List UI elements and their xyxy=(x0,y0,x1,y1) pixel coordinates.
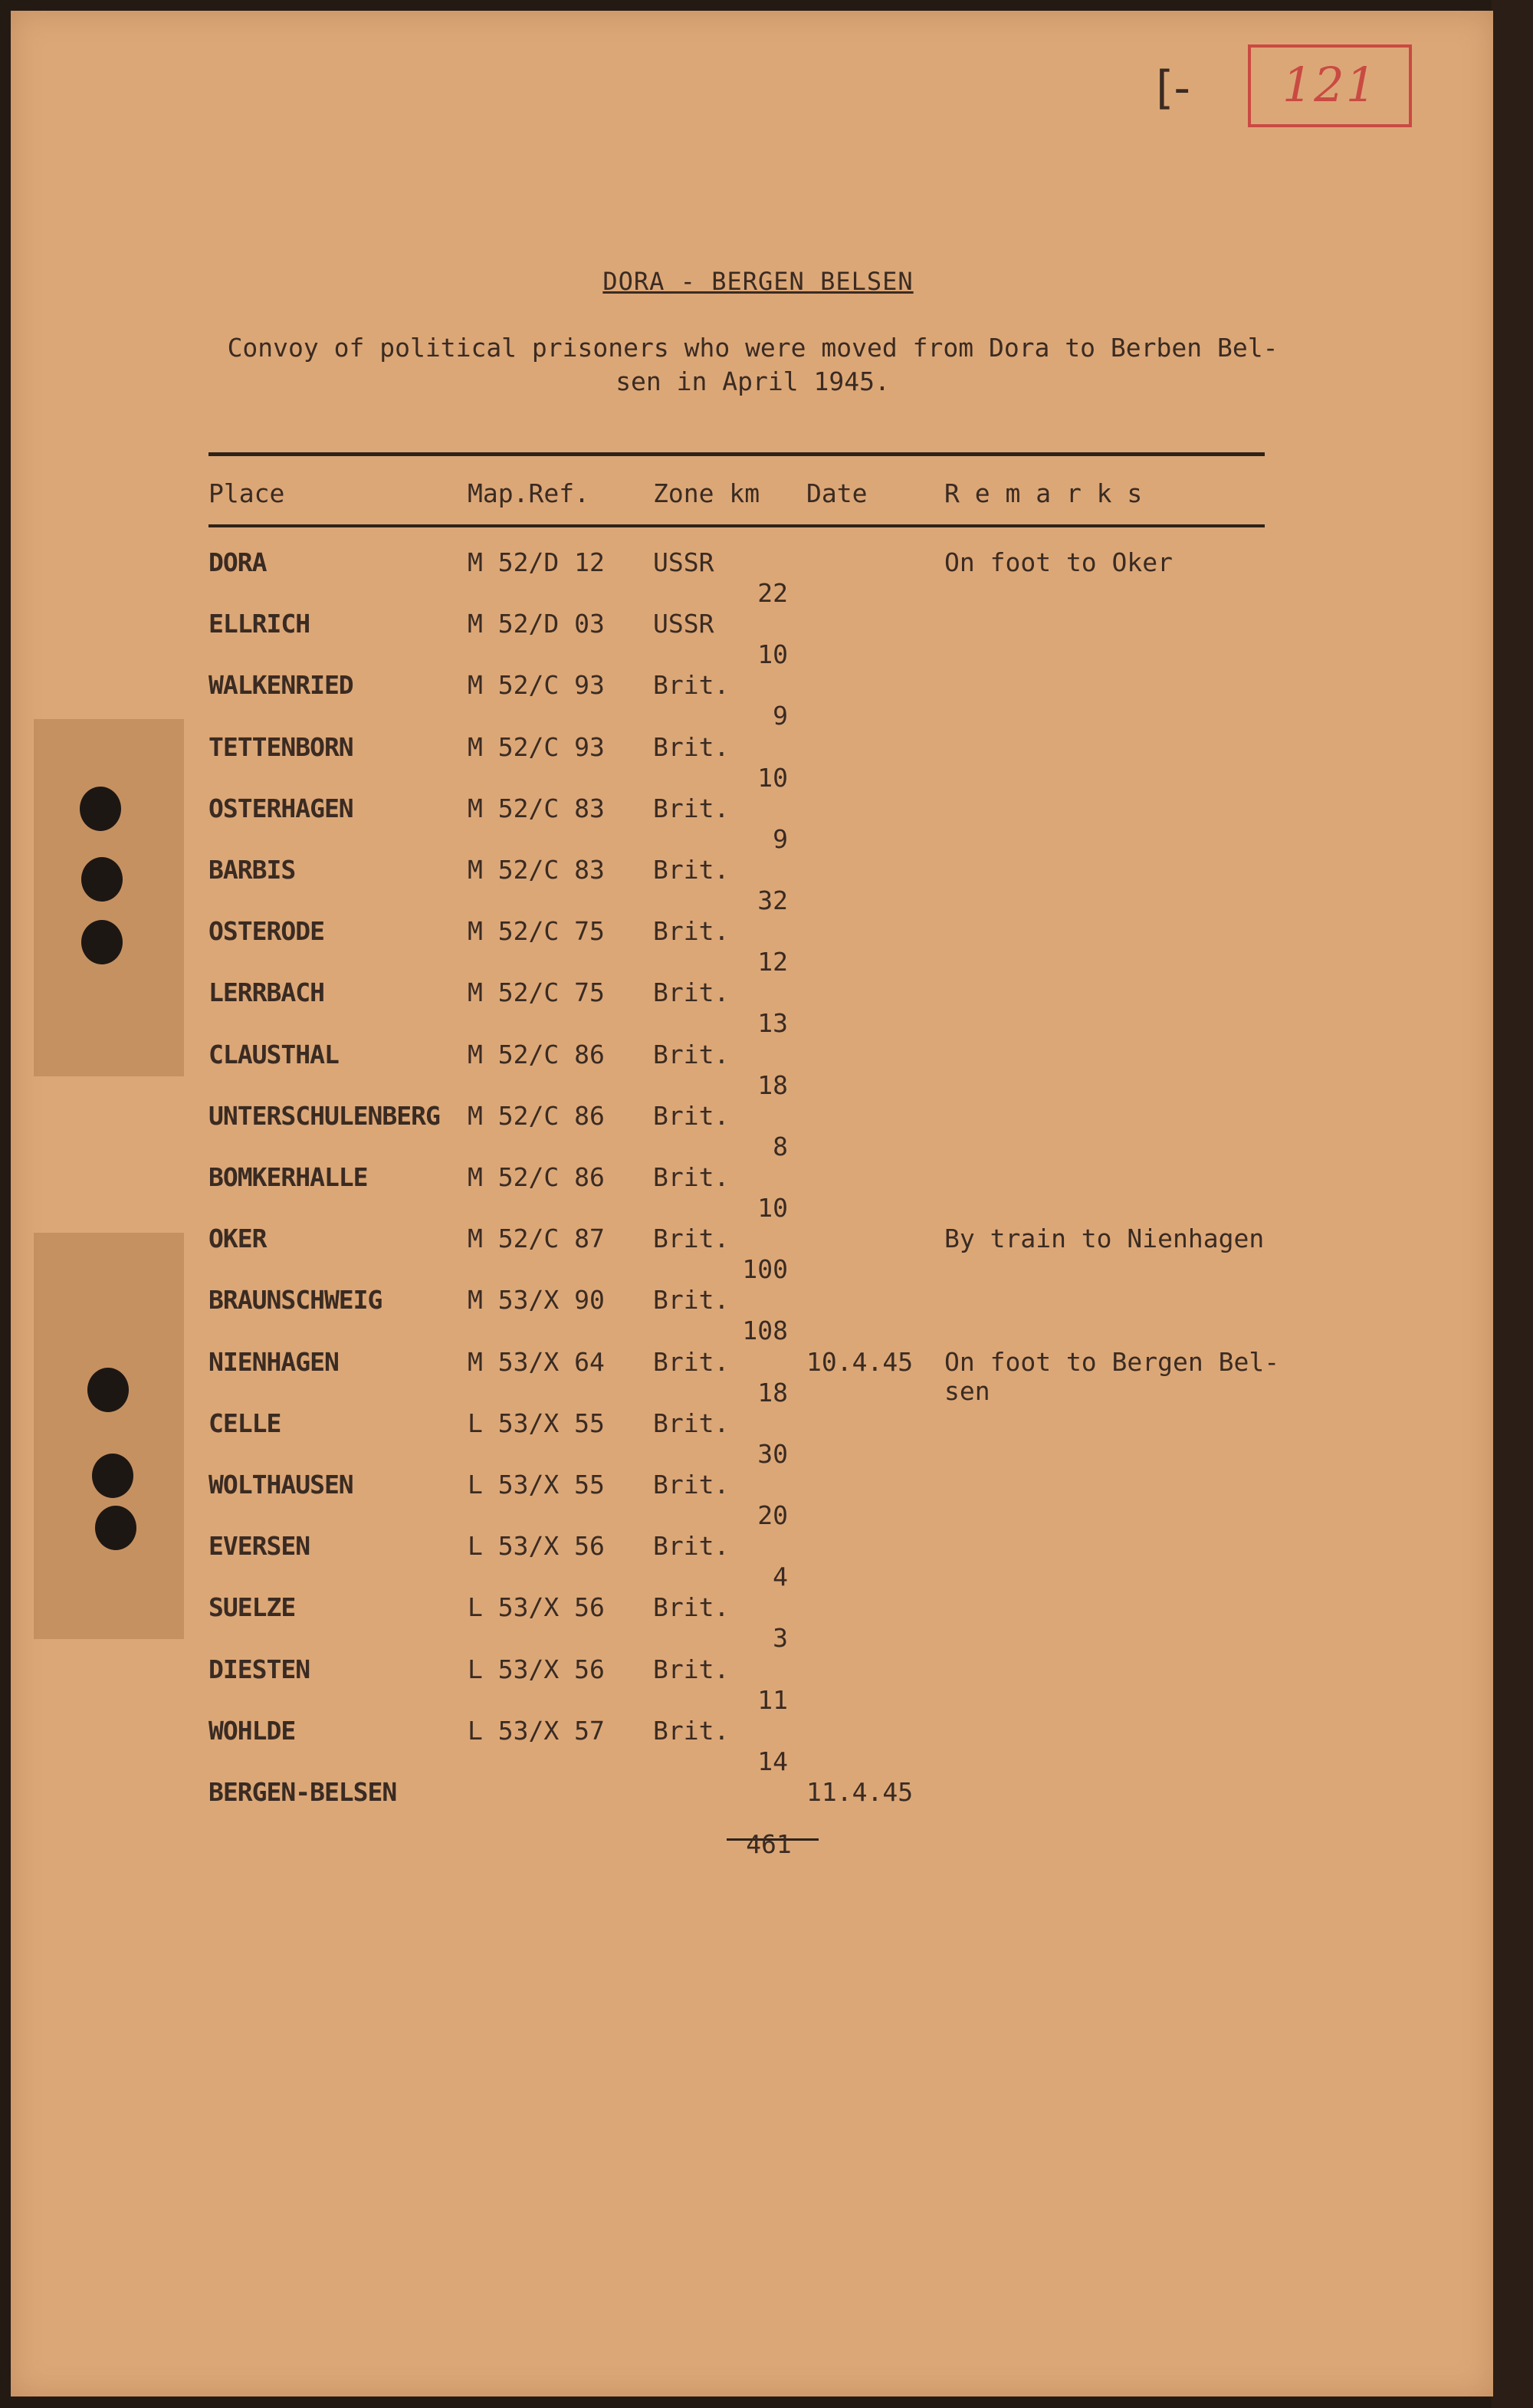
table-top-rule xyxy=(208,452,1265,456)
map-reference: M 52/C 93 xyxy=(468,670,605,700)
place-name: OSTERODE xyxy=(208,916,324,946)
date: 11.4.45 xyxy=(806,1777,914,1807)
zone: Brit. xyxy=(653,1654,730,1684)
subtitle-line: sen in April 1945. xyxy=(615,366,890,396)
map-reference: M 52/D 03 xyxy=(468,609,605,639)
segment-distance-km: 100 xyxy=(742,1254,788,1284)
punch-hole xyxy=(81,857,123,902)
segment-distance-km: 22 xyxy=(757,578,788,608)
header-zone-km: Zone km xyxy=(653,478,760,508)
header-remarks: R e m a r k s xyxy=(944,478,1143,508)
map-reference: M 52/D 12 xyxy=(468,547,605,577)
map-reference: M 52/C 83 xyxy=(468,793,605,823)
zone: Brit. xyxy=(653,1162,730,1192)
zone: USSR xyxy=(653,609,714,639)
segment-distance-km: 10 xyxy=(757,639,788,669)
zone: Brit. xyxy=(653,1470,730,1500)
table-header-rule xyxy=(208,524,1265,527)
segment-distance-km: 10 xyxy=(757,763,788,793)
place-name: CELLE xyxy=(208,1408,281,1438)
zone: Brit. xyxy=(653,1224,730,1253)
place-name: CLAUSTHAL xyxy=(208,1040,339,1069)
map-reference: M 52/C 87 xyxy=(468,1224,605,1253)
map-reference: M 52/C 86 xyxy=(468,1162,605,1192)
document-subtitle xyxy=(208,331,1297,399)
zone: Brit. xyxy=(653,1101,730,1131)
place-name: WALKENRIED xyxy=(208,670,353,700)
segment-distance-km: 30 xyxy=(757,1439,788,1469)
date: 10.4.45 xyxy=(806,1347,914,1377)
map-reference: M 53/X 64 xyxy=(468,1347,605,1377)
zone: Brit. xyxy=(653,1347,730,1377)
place-name: NIENHAGEN xyxy=(208,1347,339,1377)
place-name: OSTERHAGEN xyxy=(208,793,353,823)
zone: Brit. xyxy=(653,977,730,1007)
segment-distance-km: 13 xyxy=(757,1008,788,1038)
punch-hole xyxy=(92,1454,133,1498)
zone: Brit. xyxy=(653,732,730,762)
segment-distance-km: 4 xyxy=(773,1562,788,1592)
segment-distance-km: 14 xyxy=(757,1746,788,1776)
total-km: 461 xyxy=(746,1829,792,1859)
zone: Brit. xyxy=(653,1408,730,1438)
place-name: BARBIS xyxy=(208,855,296,885)
zone: Brit. xyxy=(653,1592,730,1622)
map-reference: M 52/C 93 xyxy=(468,732,605,762)
segment-distance-km: 10 xyxy=(757,1193,788,1223)
segment-distance-km: 8 xyxy=(773,1132,788,1161)
map-reference: L 53/X 56 xyxy=(468,1592,605,1622)
segment-distance-km: 9 xyxy=(773,701,788,731)
header-map-ref: Map.Ref. xyxy=(468,478,589,508)
place-name: BERGEN-BELSEN xyxy=(208,1777,397,1807)
map-reference: L 53/X 56 xyxy=(468,1654,605,1684)
punch-hole xyxy=(81,920,123,964)
zone: Brit. xyxy=(653,1040,730,1069)
map-reference: M 52/C 75 xyxy=(468,916,605,946)
place-name: SUELZE xyxy=(208,1592,296,1622)
place-name: BRAUNSCHWEIG xyxy=(208,1285,382,1315)
binding-tape xyxy=(34,1233,184,1639)
place-name: EVERSEN xyxy=(208,1531,310,1561)
segment-distance-km: 108 xyxy=(742,1316,788,1345)
map-reference: L 53/X 55 xyxy=(468,1470,605,1500)
map-reference: L 53/X 56 xyxy=(468,1531,605,1561)
place-name: OKER xyxy=(208,1224,267,1253)
place-name: WOLTHAUSEN xyxy=(208,1470,353,1500)
segment-distance-km: 18 xyxy=(757,1070,788,1100)
header-date: Date xyxy=(806,478,868,508)
map-reference: M 52/C 86 xyxy=(468,1101,605,1131)
zone: Brit. xyxy=(653,1531,730,1561)
segment-distance-km: 20 xyxy=(757,1500,788,1530)
segment-distance-km: 3 xyxy=(773,1623,788,1653)
segment-distance-km: 11 xyxy=(757,1685,788,1715)
map-reference: M 52/C 86 xyxy=(468,1040,605,1069)
remarks-continued: sen xyxy=(944,1376,990,1406)
corner-mark: [- xyxy=(1156,61,1191,115)
place-name: TETTENBORN xyxy=(208,732,353,762)
map-reference: M 53/X 90 xyxy=(468,1285,605,1315)
place-name: BOMKERHALLE xyxy=(208,1162,368,1192)
zone: Brit. xyxy=(653,855,730,885)
place-name: DORA xyxy=(208,547,267,577)
document-title: DORA - BERGEN BELSEN xyxy=(602,267,914,296)
remarks: On foot to Oker xyxy=(944,547,1174,577)
segment-distance-km: 18 xyxy=(757,1378,788,1408)
map-reference: M 52/C 75 xyxy=(468,977,605,1007)
archive-number-stamp: 121 xyxy=(1248,44,1412,127)
zone: Brit. xyxy=(653,1716,730,1746)
subtitle-line: Convoy of political prisoners who were moved from Dora to Berben Bel- xyxy=(227,333,1279,363)
punch-hole xyxy=(95,1506,136,1550)
place-name: LERRBACH xyxy=(208,977,324,1007)
map-reference: L 53/X 57 xyxy=(468,1716,605,1746)
map-reference: L 53/X 55 xyxy=(468,1408,605,1438)
place-name: DIESTEN xyxy=(208,1654,310,1684)
segment-distance-km: 32 xyxy=(757,885,788,915)
remarks: On foot to Bergen Bel- xyxy=(944,1347,1280,1377)
punch-hole xyxy=(87,1368,129,1412)
page-edge xyxy=(1492,0,1533,2408)
zone: Brit. xyxy=(653,793,730,823)
zone: Brit. xyxy=(653,916,730,946)
segment-distance-km: 12 xyxy=(757,947,788,977)
segment-distance-km: 9 xyxy=(773,824,788,854)
remarks: By train to Nienhagen xyxy=(944,1224,1265,1253)
place-name: ELLRICH xyxy=(208,609,310,639)
zone: Brit. xyxy=(653,1285,730,1315)
punch-hole xyxy=(80,787,121,831)
zone: USSR xyxy=(653,547,714,577)
zone: Brit. xyxy=(653,670,730,700)
place-name: UNTERSCHULENBERG xyxy=(208,1101,440,1131)
map-reference: M 52/C 83 xyxy=(468,855,605,885)
place-name: WOHLDE xyxy=(208,1716,296,1746)
header-place: Place xyxy=(208,478,285,508)
document-sheet xyxy=(11,11,1493,2397)
